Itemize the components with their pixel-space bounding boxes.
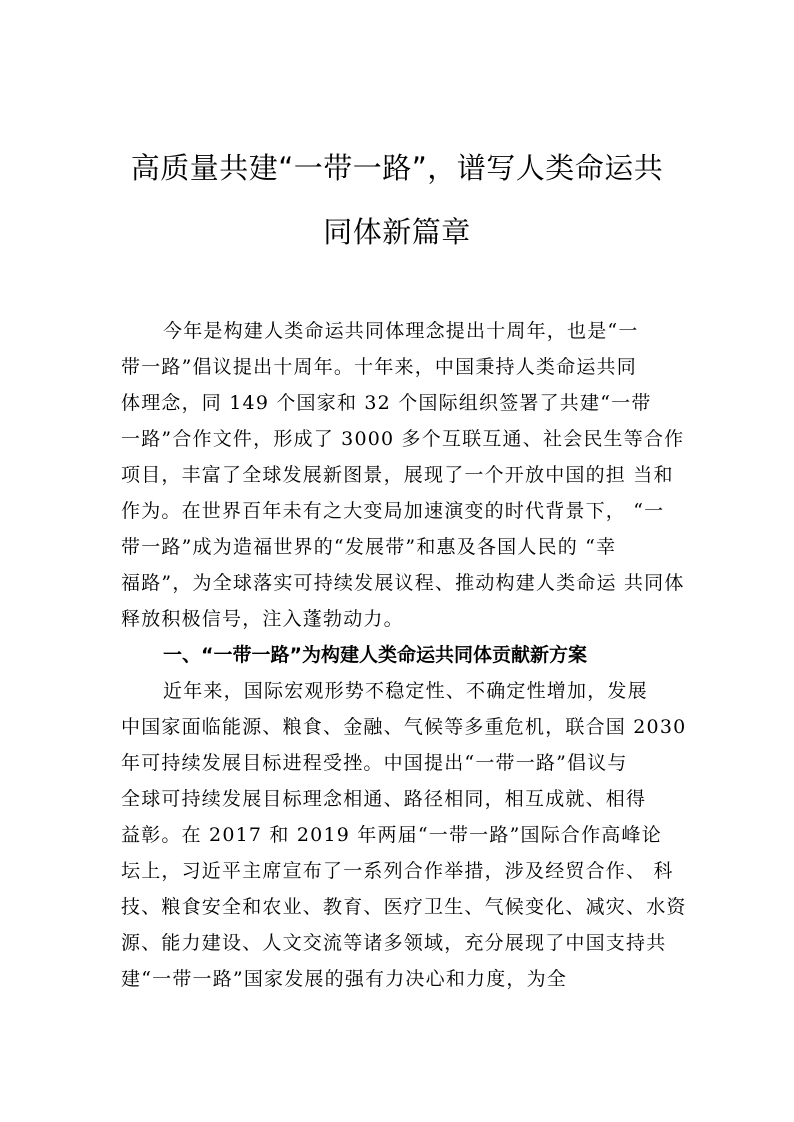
text-line: 带一路”倡议提出十周年。十年来，中国秉持人类命运共同	[121, 356, 637, 378]
document-title-line-2: 同体新篇章	[323, 215, 471, 249]
document-title-line-1: 高质量共建“一带一路”，谱写人类命运共	[130, 151, 664, 185]
text-line: 带一路”成为造福世界的“发展带”和惠及各国人民的 “幸	[121, 536, 617, 558]
section-heading: 一、“一带一路”为构建人类命运共同体贡献新方案	[163, 644, 587, 666]
text-line: 建“一带一路”国家发展的强有力决心和力度，为全	[121, 968, 568, 990]
text-line: 体理念，同 149 个国家和 32 个国际组织签署了共建“一带	[121, 392, 652, 414]
text-line: 全球可持续发展目标理念相通、路径相同，相互成就、相得	[121, 788, 647, 810]
text-line: 坛上，习近平主席宣布了一系列合作举措，涉及经贸合作、 科	[121, 860, 674, 882]
text-line: 中国家面临能源、粮食、金融、气候等多重危机，联合国 2030	[121, 716, 687, 738]
text-line: 益彰。在 2017 和 2019 年两届“一带一路”国际合作高峰论	[121, 824, 662, 846]
text-line: 年可持续发展目标进程受挫。中国提出“一带一路”倡议与	[121, 752, 628, 774]
text-line: 释放积极信号，注入蓬勃动力。	[121, 608, 404, 630]
text-line: 技、粮食安全和农业、教育、医疗卫生、气候变化、减灾、水资	[121, 896, 687, 918]
text-line: 近年来，国际宏观形势不稳定性、不确定性增加，发展	[163, 680, 648, 702]
text-line: 项目，丰富了全球发展新图景，展现了一个开放中国的担 当和	[121, 464, 674, 486]
text-line: 今年是构建人类命运共同体理念提出十周年，也是“一	[163, 320, 639, 342]
text-line: 源、能力建设、人文交流等诸多领域，充分展现了中国支持共	[121, 932, 667, 954]
text-line: 作为。在世界百年未有之大变局加速演变的时代背景下， “一	[121, 500, 665, 522]
text-line: 一路”合作文件，形成了 3000 多个互联互通、社会民生等合作	[121, 428, 685, 450]
text-line: 福路”，为全球落实可持续发展议程、推动构建人类命运 共同体	[121, 572, 685, 594]
